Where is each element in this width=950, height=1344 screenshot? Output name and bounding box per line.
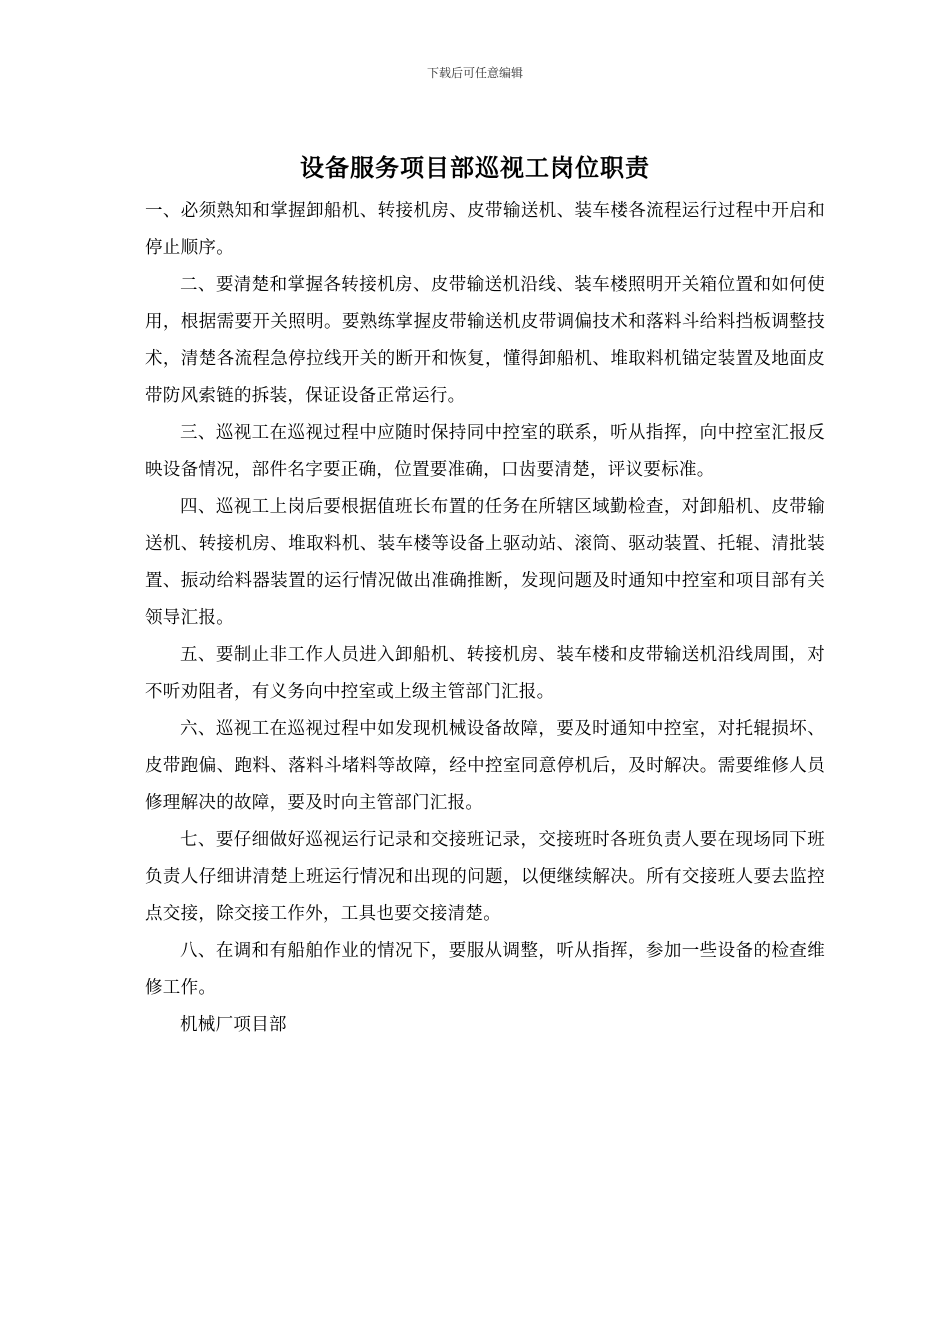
paragraph-1: 一、必须熟知和掌握卸船机、转接机房、皮带输送机、装车楼各流程运行过程中开启和停止顺序。 [145,201,825,258]
header-note: 下载后可任意编辑 [426,66,523,80]
signature-department: 机械厂项目部 [180,1015,287,1035]
paragraph-6: 六、巡视工在巡视过程中如发现机械设备故障，要及时通知中控室，对托辊损坏、皮带跑偏、跑料、落料斗堵料等故障，经中控室同意停机后，及时解决。需要维修人员修理解决的故障，要及时向主管部门汇报。 [145,719,825,813]
paragraph-3: 三、巡视工在巡视过程中应随时保持同中控室的联系，听从指挥，向中控室汇报反映设备情况，部件名字要正确，位置要准确，口齿要清楚，评议要标准。 [145,423,825,480]
document-body [145,193,825,1044]
paragraph-7: 七、要仔细做好巡视运行记录和交接班记录，交接班时各班负责人要在现场同下班负责人仔细讲清楚上班运行情况和出现的问题，以便继续解决。所有交接班人要去监控点交接，除交接工作外，工具也要交接清楚。 [145,830,825,924]
paragraph-4: 四、巡视工上岗后要根据值班长布置的任务在所辖区域勤检查，对卸船机、皮带输送机、转接机房、堆取料机、装车楼等设备上驱动站、滚筒、驱动装置、托辊、清批装置、振动给料器装置的运行情况做出准确推断，发现问题及时通知中控室和项目部有关领导汇报。 [145,497,825,628]
document-title: 设备服务项目部巡视工岗位职责 [300,154,650,182]
paragraph-5: 五、要制止非工作人员进入卸船机、转接机房、装车楼和皮带输送机沿线周围，对不听劝阻者，有义务向中控室或上级主管部门汇报。 [145,645,825,702]
paragraph-8: 八、在调和有船舶作业的情况下，要服从调整，听从指挥，参加一些设备的检查维修工作。 [145,941,825,998]
paragraph-2: 二、要清楚和掌握各转接机房、皮带输送机沿线、装车楼照明开关箱位置和如何使用，根据需要开关照明。要熟练掌握皮带输送机皮带调偏技术和落料斗给料挡板调整技术，清楚各流程急停拉线开关的断开和恢复，懂得卸船机、堆取料机锚定装置及地面皮带防风索链的拆装，保证设备正常运行。 [145,275,825,406]
